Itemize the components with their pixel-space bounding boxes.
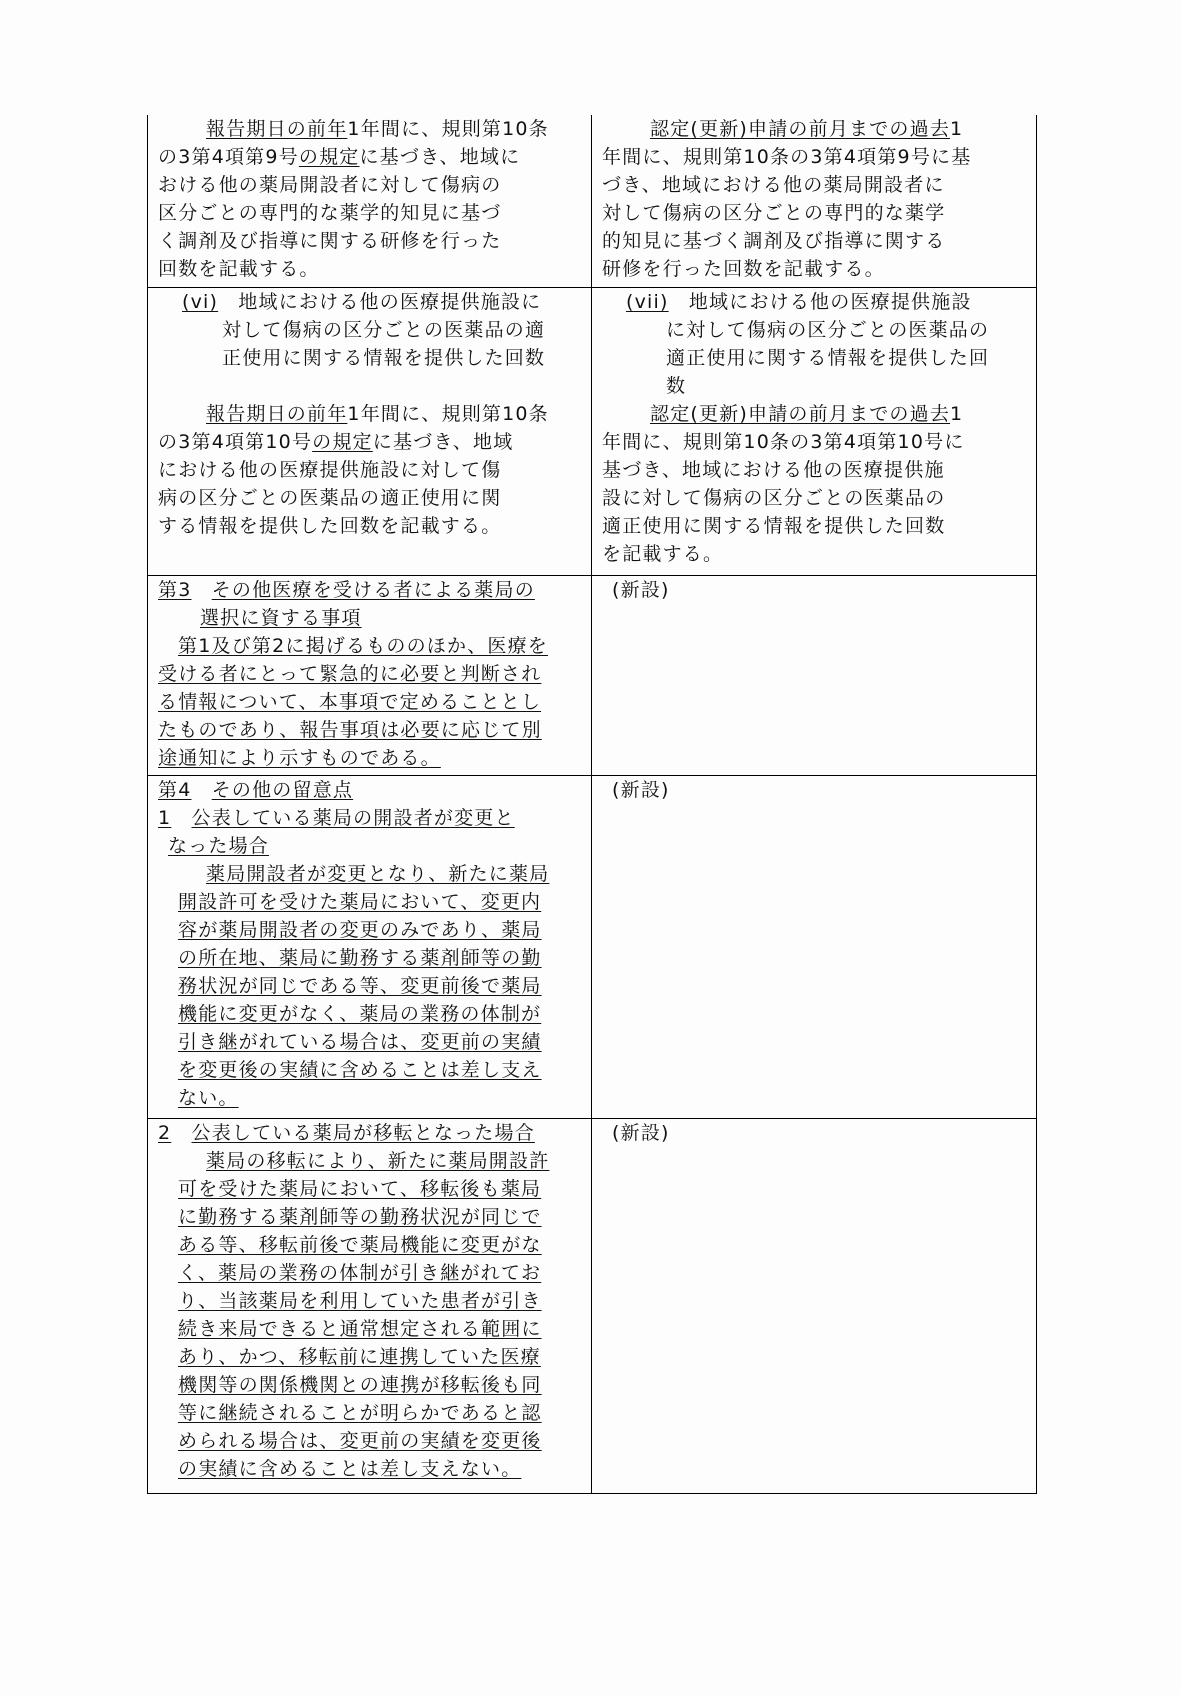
text-line [158,1028,581,1056]
text-line [602,344,1026,372]
text-span: 1年間に、規則第10条 [347,118,549,140]
text-line [158,115,581,143]
text-line [158,660,581,688]
current-text-cell [592,288,1036,575]
text-span [192,579,212,601]
text-line [602,484,1026,512]
text-line [158,1427,581,1455]
text-span: を記載する。 [602,543,724,565]
underlined-text: 公表している薬局が移転となった場合 [191,1122,535,1144]
text-line [158,860,581,888]
revised-text-cell [148,288,592,575]
underlined-text: その他医療を受ける者による薬局の [211,579,535,601]
underlined-text: 等に継続されることが明らかであると認 [178,1402,542,1424]
text-line [158,1399,581,1427]
underlined-text: 1 [158,807,172,829]
underlined-text: 第1及び第2に掲げるもののほか、医療を [178,635,548,657]
text-line [158,632,581,660]
text-span: 設に対して傷病の区分ごとの医薬品の [602,487,946,509]
underlined-text: 機能に変更がなく、薬局の業務の体制が [178,1003,542,1025]
underlined-text: の規定 [312,431,373,453]
text-line [158,1175,581,1203]
text-span: に基づき、地域 [372,431,514,453]
underlined-text: (vii) [626,291,669,313]
text-span: 基づき、地域における他の医療提供施 [602,459,945,481]
text-line [158,888,581,916]
text-line [602,255,1026,283]
text-span: に基づき、地域に [359,146,521,168]
text-span: 対して傷病の区分ごとの専門的な薬学 [602,202,946,224]
underlined-text: 務状況が同じである等、変更前後で薬局 [178,975,542,997]
underlined-text: 途通知により示すものである。 [158,747,441,769]
text-line [158,804,581,832]
text-line [602,400,1026,428]
text-span: 的知見に基づく調剤及び指導に関する [602,230,946,252]
text-line [158,944,581,972]
text-line [602,1119,1026,1147]
text-line [158,776,581,804]
text-line [158,688,581,716]
text-line [158,1203,581,1231]
underlined-text: く、薬局の業務の体制が引き継がれてお [178,1262,542,1284]
underlined-text: 可を受けた薬局において、移転後も薬局 [178,1178,542,1200]
underlined-text: 選択に資する事項 [200,607,362,629]
current-text-cell [592,776,1036,1118]
text-span [171,1122,191,1144]
underlined-text: 第4 [158,779,192,801]
underlined-text: 2 [158,1122,172,1144]
text-line [158,716,581,744]
text-span: 対して傷病の区分ごとの医薬品の適 [222,319,546,341]
revised-text-cell [148,115,592,287]
underlined-text: (vi) [182,291,219,313]
text-span: 回数を記載する。 [158,258,320,280]
text-span: 病の区分ごとの医薬品の適正使用に関 [158,487,502,509]
underlined-text: たものであり、報告事項は必要に応じて別 [158,719,542,741]
text-line [158,1259,581,1287]
text-line [158,1315,581,1343]
text-span: く調剤及び指導に関する研修を行った [158,230,502,252]
text-line [158,1000,581,1028]
underlined-text: に勤務する薬剤師等の勤務状況が同じで [178,1206,542,1228]
table-row [148,775,1036,1118]
text-line [158,316,581,344]
text-span: の3第4項第9号 [158,146,299,168]
text-span: 1 [950,403,964,425]
text-line [158,512,581,540]
text-span [171,807,191,829]
text-span: 区分ごとの専門的な薬学的知見に基づ [158,202,502,224]
underlined-text: ある等、移転前後で薬局機能に変更がな [178,1234,542,1256]
underlined-text: ない。 [178,1087,239,1109]
text-span: の3第4項第10号 [158,431,313,453]
text-line [158,916,581,944]
text-line [602,171,1026,199]
text-line [158,484,581,512]
text-line [158,576,581,604]
text-line [158,1147,581,1175]
text-span: (新設) [612,779,670,801]
revised-text-cell [148,1119,592,1493]
text-span: づき、地域における他の薬局開設者に [602,174,945,196]
text-line [158,1231,581,1259]
text-line [158,456,581,484]
text-line [602,372,1026,400]
underlined-text: 薬局の移転により、新たに薬局開設許 [206,1150,550,1172]
text-line [602,199,1026,227]
text-line [602,316,1026,344]
underlined-text: 容が薬局開設者の変更のみであり、薬局 [178,919,542,941]
text-line [158,832,581,860]
text-line [602,227,1026,255]
underlined-text: 認定(更新)申請の前月までの過去 [650,403,951,425]
underlined-text: 報告期日の前年 [206,118,348,140]
underlined-text: 開設許可を受けた薬局において、変更内 [178,891,542,913]
text-line [602,512,1026,540]
text-span: (新設) [612,1122,670,1144]
text-line [158,1371,581,1399]
underlined-text: 受ける者にとって緊急的に必要と判断され [158,663,542,685]
table-row [148,575,1036,775]
underlined-text: 公表している薬局の開設者が変更と [191,807,515,829]
underlined-text: 続き来局できると通常想定される範囲に [178,1318,542,1340]
text-span: 適正使用に関する情報を提供した回 [666,347,990,369]
underlined-text: の実績に含めることは差し支えない。 [178,1458,522,1480]
text-span: 研修を行った回数を記載する。 [602,258,885,280]
text-line [602,576,1026,604]
text-span: する情報を提供した回数を記載する。 [158,515,502,537]
text-line [602,115,1026,143]
underlined-text: る情報について、本事項で定めることとし [158,691,542,713]
text-line [158,255,581,283]
underlined-text: 機関等の関係機関との連携が移転後も同 [178,1374,542,1396]
text-line [158,604,581,632]
text-line [158,428,581,456]
text-line [158,288,581,316]
text-span: (新設) [612,579,670,601]
underlined-text: の規定 [298,146,360,168]
text-line [602,143,1026,171]
text-line [158,1056,581,1084]
text-line [158,171,581,199]
text-line [602,540,1026,568]
table-row [148,1118,1036,1493]
text-span: 地域における他の医療提供施設 [668,291,972,313]
underlined-text: 第3 [158,579,192,601]
text-line [602,428,1026,456]
text-span: 1年間に、規則第10条 [347,403,549,425]
text-span: 年間に、規則第10条の3第4項第9号に基 [602,146,972,168]
text-line [158,1343,581,1371]
text-line [158,400,581,428]
table-row [148,287,1036,575]
underlined-text: 報告期日の前年 [206,403,348,425]
text-line [602,456,1026,484]
text-span: 年間に、規則第10条の3第4項第10号に [602,431,965,453]
underlined-text: り、当該薬局を利用していた患者が引き [178,1290,542,1312]
current-text-cell [592,576,1036,775]
current-text-cell [592,115,1036,287]
text-line [602,776,1026,804]
blank-line [158,372,581,400]
underlined-text: 薬局開設者が変更となり、新たに薬局 [206,863,550,885]
text-line [158,344,581,372]
text-span: おける他の薬局開設者に対して傷病の [158,174,502,196]
text-line [158,1119,581,1147]
text-span: 適正使用に関する情報を提供した回数 [602,515,946,537]
text-line [158,143,581,171]
underlined-text: なった場合 [168,835,270,857]
underlined-text: その他の留意点 [211,779,354,801]
underlined-text: 認定(更新)申請の前月までの過去 [650,118,951,140]
comparison-table [147,115,1037,1494]
text-line [158,1455,581,1483]
text-line [602,288,1026,316]
text-span: に対して傷病の区分ごとの医薬品の [666,319,990,341]
revised-text-cell [148,776,592,1118]
text-line [158,972,581,1000]
text-span: 1 [950,118,964,140]
text-span: における他の医療提供施設に対して傷 [158,459,502,481]
underlined-text: あり、かつ、移転前に連携していた医療 [178,1346,541,1368]
underlined-text: 引き継がれている場合は、変更前の実績 [178,1031,542,1053]
text-span [192,779,212,801]
text-span: 数 [666,375,687,397]
table-row [148,115,1036,287]
text-line [158,744,581,772]
text-line [158,1084,581,1112]
underlined-text: の所在地、薬局に勤務する薬剤師等の勤 [178,947,542,969]
text-line [158,199,581,227]
revised-text-cell [148,576,592,775]
text-line [158,227,581,255]
text-span: 正使用に関する情報を提供した回数 [222,347,546,369]
text-span: 地域における他の医療提供施設に [218,291,542,313]
text-line [158,1287,581,1315]
underlined-text: を変更後の実績に含めることは差し支え [178,1059,542,1081]
underlined-text: められる場合は、変更前の実績を変更後 [178,1430,542,1452]
current-text-cell [592,1119,1036,1493]
